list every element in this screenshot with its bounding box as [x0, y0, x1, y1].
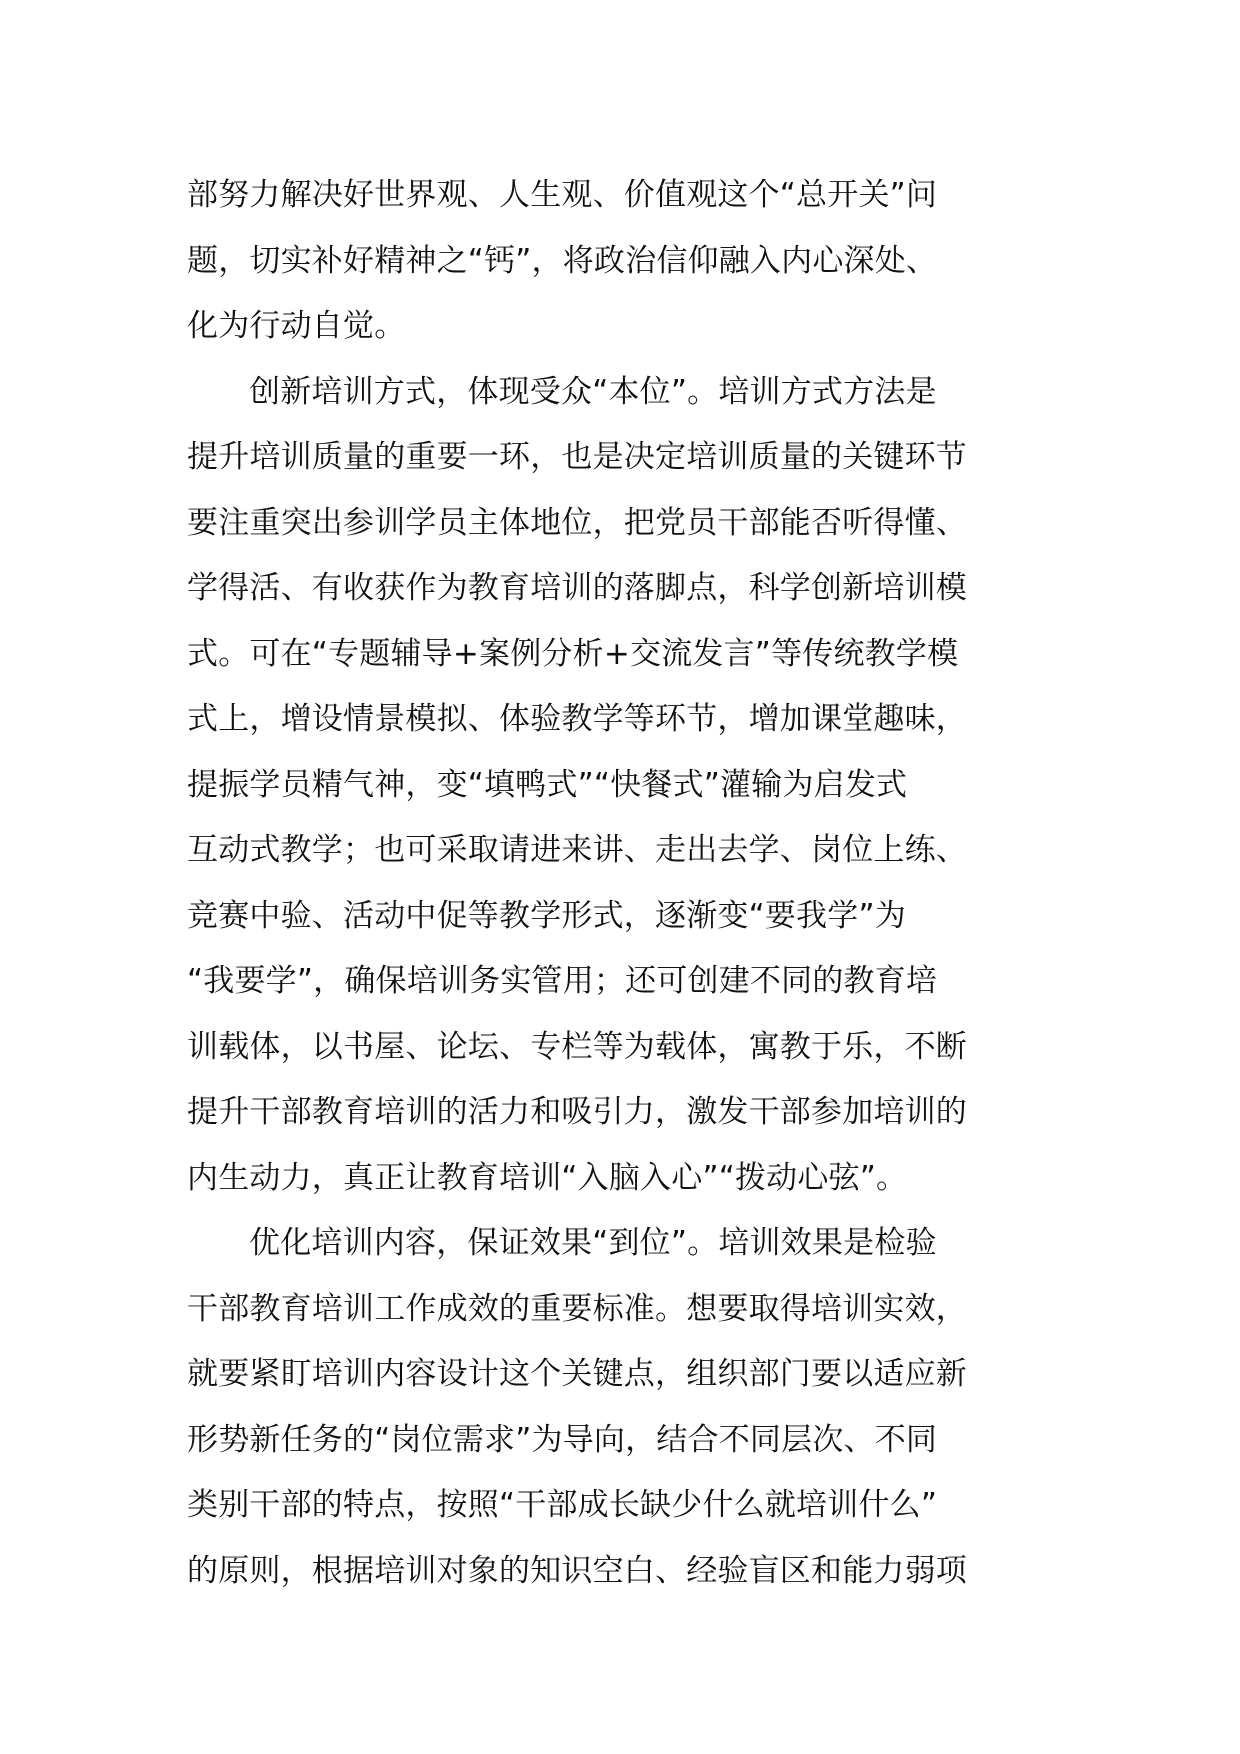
text-line: 的原则，根据培训对象的知识空白、经验盲区和能力弱项 — [187, 1552, 967, 1589]
body-text — [187, 163, 1057, 1604]
text-line: 部努力解决好世界观、人生观、价值观这个“总开关”问 — [187, 177, 938, 213]
text-line: 学得活、有收获作为教育培训的落脚点，科学创新培训模 — [187, 570, 967, 606]
text-line: 提升干部教育培训的活力和吸引力，激发干部参加培训的 — [187, 1094, 967, 1130]
text-line: 干部教育培训工作成效的重要标准。想要取得培训实效， — [187, 1290, 967, 1327]
text-line: 提振学员精气神，变“填鸭式”“快餐式”灌输为启发式 — [187, 766, 908, 803]
text-line: 式。可在“专题辅导+案例分析+交流发言”等传统教学模 — [187, 635, 959, 672]
text-line: 题，切实补好精神之“钙”，将政治信仰融入内心深处、 — [187, 242, 938, 279]
text-line: 要注重突出参训学员主体地位，把党员干部能否听得懂、 — [187, 504, 967, 541]
text-line: 就要紧盯培训内容设计这个关键点，组织部门要以适应新 — [187, 1356, 967, 1392]
text-line: 内生动力，真正让教育培训“入脑入心”“拨动心弦”。 — [187, 1159, 908, 1196]
paragraph-heading-line: 创新培训方式，体现受众“本位”。培训方式方法是 — [249, 373, 937, 410]
text-line: 提升培训质量的重要一环，也是决定培训质量的关键环节 — [187, 439, 967, 475]
text-line: 化为行动自觉。 — [187, 308, 406, 344]
text-line: 类别干部的特点，按照“干部成长缺少什么就培训什么” — [187, 1487, 938, 1523]
paragraph-heading-line: 优化培训内容，保证效果“到位”。培训效果是检验 — [249, 1225, 937, 1261]
text-line: 训载体，以书屋、论坛、专栏等为载体，寓教于乐，不断 — [187, 1028, 967, 1065]
text-line: 互动式教学；也可采取请进来讲、走出去学、岗位上练、 — [187, 832, 967, 868]
text-line: 竞赛中验、活动中促等教学形式，逐渐变“要我学”为 — [187, 897, 906, 934]
text-line: 形势新任务的“岗位需求”为导向，结合不同层次、不同 — [187, 1421, 938, 1458]
text-line: 式上，增设情景模拟、体验教学等环节，增加课堂趣味， — [187, 701, 967, 737]
text-line: “我要学”，确保培训务实管用；还可创建不同的教育培 — [187, 963, 938, 999]
